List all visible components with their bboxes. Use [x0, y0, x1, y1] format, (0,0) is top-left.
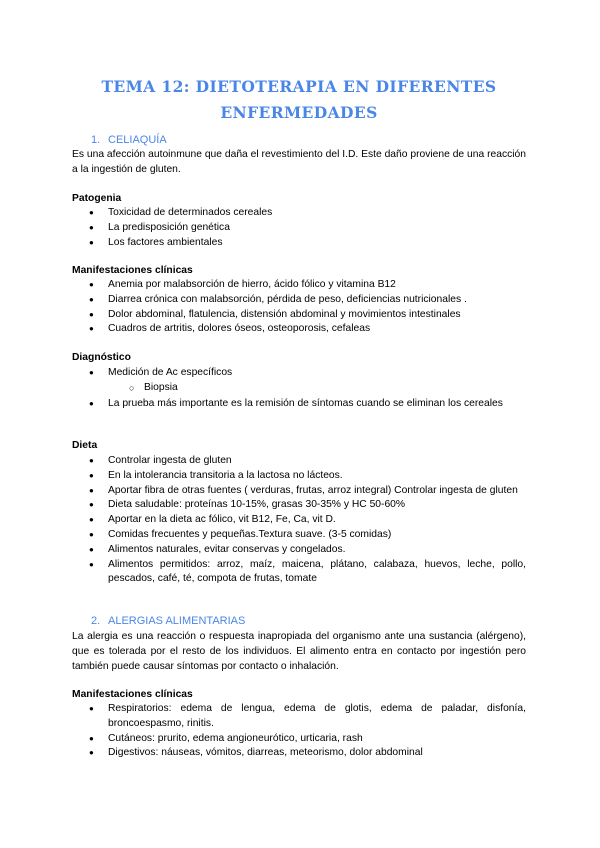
list-item: ● Toxicidad de determinados cereales	[72, 206, 526, 221]
list-item: ● Controlar ingesta de gluten	[72, 454, 526, 469]
list-item: ● Dolor abdominal, flatulencia, distensión abdominal y movimientos intestinales	[72, 308, 526, 323]
celiaquia-intro: Es una afección autoinmune que daña el revestimiento del I.D. Este daño proviene de una reacción a la ingestión de gluten.	[72, 149, 526, 175]
page-title	[72, 74, 526, 126]
dieta-list	[72, 454, 526, 587]
subheading-diagnostico: Diagnóstico	[72, 352, 131, 363]
list-item: ● Cuadros de artritis, dolores óseos, osteoporosis, cefaleas	[72, 322, 526, 337]
section-heading-celiaquia	[91, 133, 167, 147]
section-title: ALERGIAS ALIMENTARIAS	[108, 615, 246, 627]
section-number: 2.	[91, 615, 101, 627]
diagnostico-sublist	[72, 381, 526, 396]
list-item: ● Dieta saludable: proteínas 10-15%, grasas 30-35% y HC 50-60%	[72, 498, 526, 513]
list-item: ● En la intolerancia transitoria a la lactosa no lácteos.	[72, 469, 526, 484]
diagnostico-list-2	[72, 397, 526, 412]
list-item: ● La predisposición genética	[72, 221, 526, 236]
subheading-patogenia: Patogenia	[72, 193, 122, 204]
subheading-manifestaciones: Manifestaciones clínicas	[72, 265, 193, 276]
manifestaciones-alergias-list	[72, 702, 526, 761]
alergias-intro: La alergia es una reacción o respuesta inapropiada del organismo ante una sustancia (alérgeno), que es tolerada por el resto de los individuos. El alimento entra en contacto por ingestión pero también puede causar síntomas por contacto o inhalación.	[72, 631, 526, 672]
patogenia-list	[72, 206, 526, 250]
list-item: ● Anemia por malabsorción de hierro, ácido fólico y vitamina B12	[72, 278, 526, 293]
list-item: ● Comidas frecuentes y pequeñas.Textura suave. (3-5 comidas)	[72, 528, 526, 543]
list-item: ● Los factores ambientales	[72, 236, 526, 251]
title-line-2: ENFERMEDADES	[220, 103, 378, 122]
section-heading-alergias	[91, 614, 245, 628]
section-title: CELIAQUÍA	[108, 134, 167, 146]
list-item: ● Aportar en la dieta ac fólico, vit B12, Fe, Ca, vit D.	[72, 513, 526, 528]
section-number: 1.	[91, 134, 101, 146]
list-item: ● Medición de Ac específicos	[72, 366, 526, 381]
subheading-manifestaciones-alergias: Manifestaciones clínicas	[72, 689, 193, 700]
manifestaciones-list	[72, 278, 526, 337]
subheading-dieta: Dieta	[72, 440, 98, 451]
list-item: ● Digestivos: náuseas, vómitos, diarreas, meteorismo, dolor abdominal	[72, 746, 526, 761]
diagnostico-list	[72, 366, 526, 381]
list-item: ● La prueba más importante es la remisión de síntomas cuando se eliminan los cereales	[72, 397, 526, 412]
list-item: ● Cutáneos: prurito, edema angioneurótico, urticaria, rash	[72, 732, 526, 747]
list-item: ● Aportar fibra de otras fuentes ( verduras, frutas, arroz integral) Controlar ingesta de gluten	[72, 484, 526, 499]
list-item: ○ Biopsia	[72, 381, 526, 396]
list-item: ● Alimentos naturales, evitar conservas y congelados.	[72, 543, 526, 558]
list-item: ● Respiratorios: edema de lengua, edema de glotis, edema de paladar, disfonía, broncoespasmo, rinitis.	[72, 702, 526, 732]
list-item: ● Diarrea crónica con malabsorción, pérdida de peso, deficiencias nutricionales .	[72, 293, 526, 308]
title-line-1: TEMA 12: DIETOTERAPIA EN DIFERENTES	[101, 77, 497, 96]
list-item: ● Alimentos permitidos: arroz, maíz, maicena, plátano, calabaza, huevos, leche, pollo, pescados, café, té, compota de frutas, tomate	[72, 558, 526, 588]
